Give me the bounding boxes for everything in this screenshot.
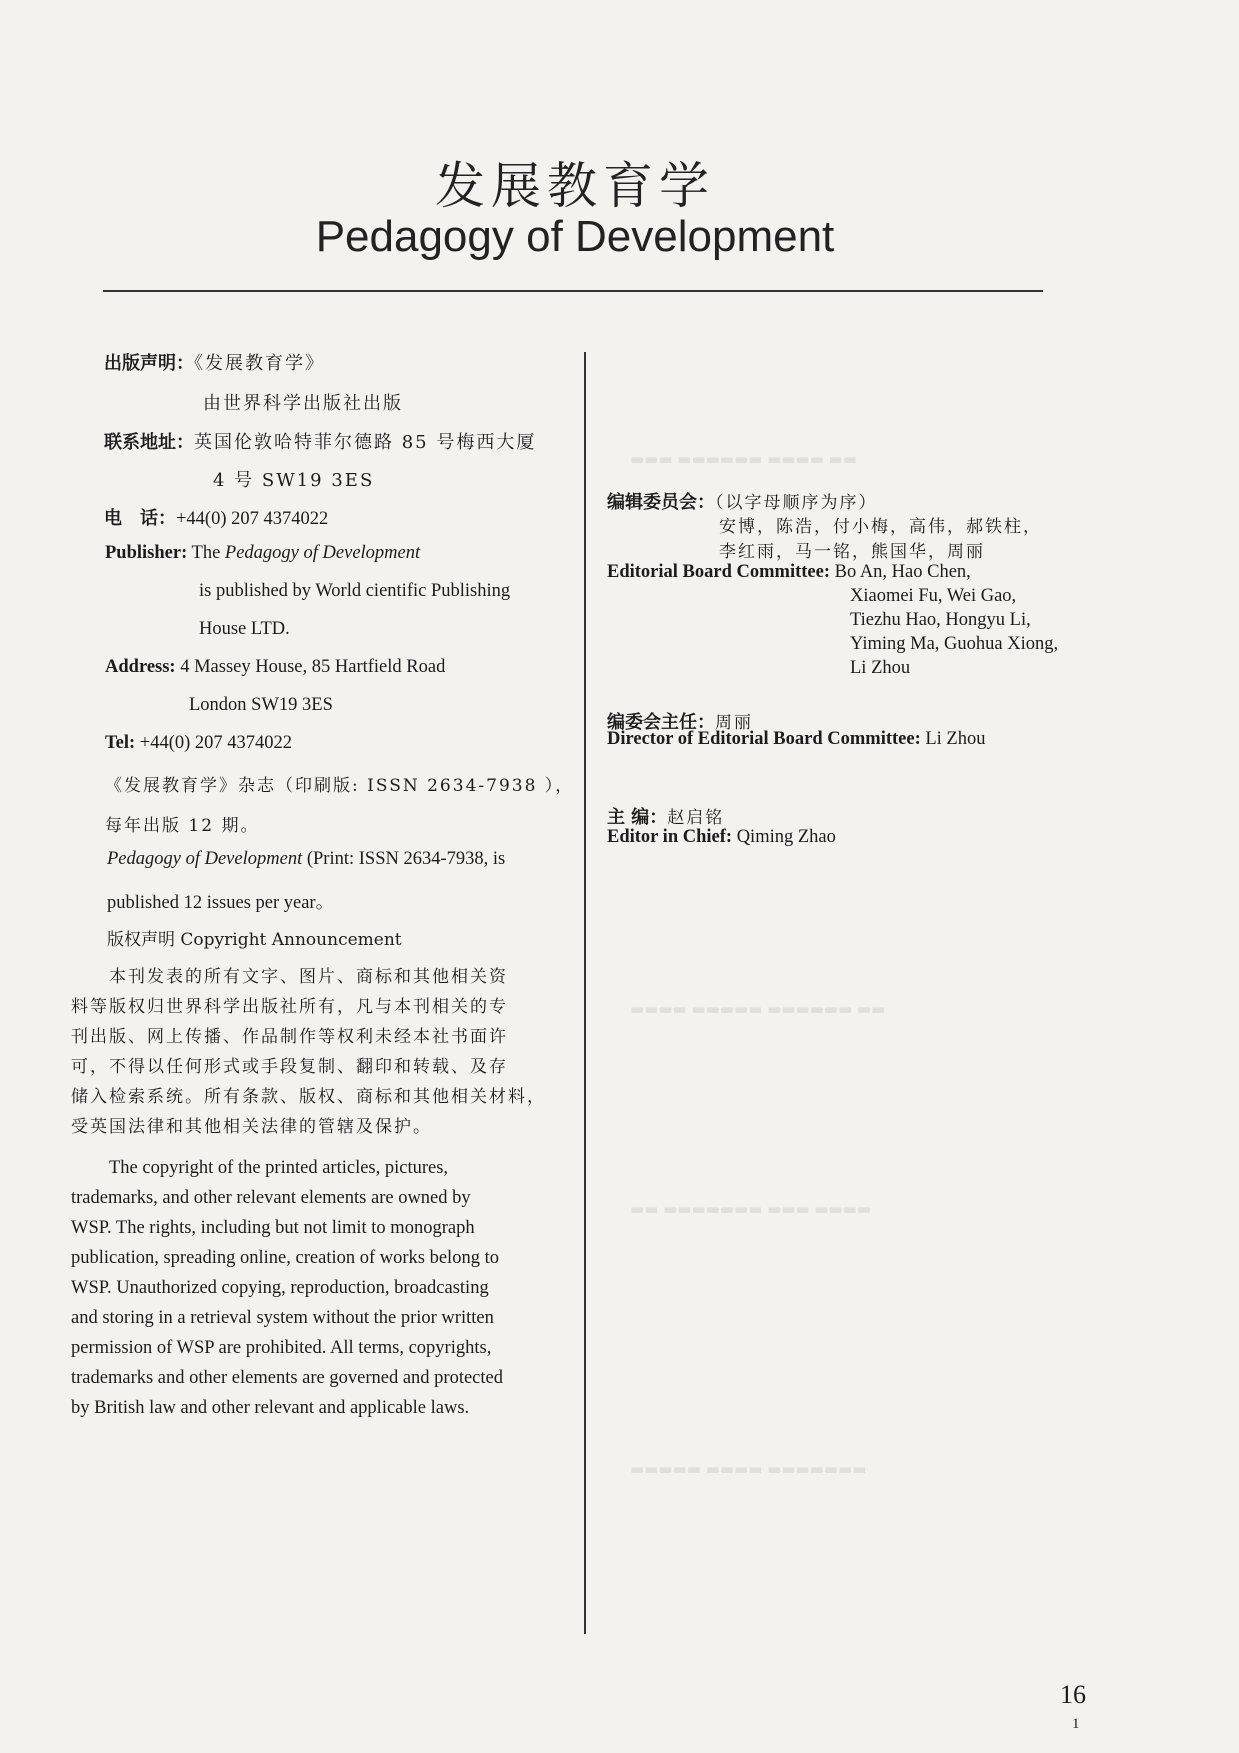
editor-in-chief-en-label: Editor in Chief: — [607, 827, 733, 847]
issn-en-line-1 — [107, 849, 505, 870]
journal-title-chinese: 发展教育学 — [435, 157, 715, 215]
publication-statement — [104, 349, 325, 375]
editorial-board-cn-names-1: 安博，陈浩，付小梅，高伟，郝铁柱， — [719, 517, 1042, 537]
editorial-board-en-names: Bo An, Hao Chen, — [830, 562, 971, 582]
editor-in-chief-label: 主 编： — [607, 807, 668, 828]
copyright-en-line: WSP. Unauthorized copying, reproduction, broadcasting — [71, 1278, 489, 1298]
director-cn-name: 周丽 — [715, 713, 753, 733]
publication-label: 出版声明： — [104, 353, 194, 374]
editor-in-chief-cn — [607, 803, 724, 829]
director-en — [607, 729, 985, 750]
copyright-en-line: The copyright of the printed articles, pictures, — [109, 1158, 449, 1178]
editor-in-chief-cn-name: 赵启铭 — [667, 808, 725, 828]
issn-en-text: (Print: ISSN 2634-7938, is — [302, 849, 506, 869]
copyright-en-line: publication, spreading online, creation of works belong to — [71, 1248, 499, 1268]
publisher-label: Publisher: — [105, 543, 188, 563]
copyright-heading: 版权声明 Copyright Announcement — [107, 930, 402, 950]
copyright-cn-line: 储入检索系统。所有条款、版权、商标和其他相关材料， — [71, 1087, 546, 1107]
journal-title-english: Pedagogy of Development — [315, 212, 835, 261]
telephone-value: +44(0) 207 4374022 — [135, 733, 293, 753]
issn-cn-line-2: 每年出版 12 期。 — [105, 816, 260, 836]
publication-cn-line-1: 《发展教育学》 — [194, 353, 325, 374]
contact-address-label: 联系地址： — [104, 432, 194, 453]
editorial-board-en-names: Tiezhu Hao, Hongyu Li, — [850, 610, 1031, 630]
issn-journal-name: Pedagogy of Development — [107, 849, 303, 869]
contact-address-line-1: 英国伦敦哈特菲尔德路 85 号梅西大厦 — [194, 432, 537, 453]
director-en-name: Li Zhou — [920, 729, 986, 749]
director-en-label: Director of Editorial Board Committee: — [607, 729, 921, 749]
publisher-line-1 — [105, 543, 420, 564]
copyright-cn-line: 可，不得以任何形式或手段复制、翻印和转载、及存 — [71, 1057, 508, 1077]
address-label: Address: — [105, 657, 176, 677]
address-value-1: 4 Massey House, 85 Hartfield Road — [175, 657, 446, 677]
page-sub-number: 1 — [1072, 1716, 1080, 1732]
copyright-cn-line: 料等版权归世界科学出版社所有，凡与本刊相关的专 — [71, 997, 508, 1017]
copyright-en-line: by British law and other relevant and applicable laws. — [71, 1398, 470, 1418]
publisher-line-2: is published by World cientific Publishing — [199, 581, 511, 601]
copyright-en-line: trademarks and other elements are governed and protected — [71, 1368, 503, 1388]
editorial-board-en-label: Editorial Board Committee: — [607, 562, 830, 582]
telephone-cn-value: +44(0) 207 4374022 — [176, 509, 329, 529]
copyright-cn-line: 受英国法律和其他相关法律的管辖及保护。 — [71, 1117, 432, 1137]
editorial-board-label: 编辑委员会： — [607, 492, 715, 513]
header-divider — [103, 290, 1043, 292]
issn-cn-line-1: 《发展教育学》杂志（印刷版: ISSN 2634-7938 ）， — [105, 776, 575, 796]
telephone-cn-label: 电 话： — [104, 508, 176, 529]
contact-address — [104, 428, 536, 454]
copyright-en-line: trademarks, and other relevant elements are owned by — [71, 1188, 471, 1208]
column-divider — [584, 352, 586, 1634]
editor-in-chief-en-name: Qiming Zhao — [732, 827, 836, 847]
address-line-2: London SW19 3ES — [189, 695, 333, 715]
issn-en-line-2: published 12 issues per year。 — [107, 893, 335, 913]
editorial-board-en-names: Li Zhou — [850, 658, 911, 678]
editorial-board-cn — [607, 488, 878, 514]
editorial-board-en-line-1 — [607, 562, 971, 583]
director-label: 编委会主任： — [607, 712, 715, 733]
publisher-the: The — [187, 543, 225, 563]
publication-cn-line-2: 由世界科学出版社出版 — [203, 393, 403, 414]
copyright-en-line: permission of WSP are prohibited. All terms, copyrights, — [71, 1338, 492, 1358]
editorial-board-en-names: Yiming Ma, Guohua Xiong, — [850, 634, 1059, 654]
address-line-1 — [105, 657, 445, 678]
copyright-en-line: and storing in a retrieval system without the prior written — [71, 1308, 494, 1328]
copyright-cn-line: 本刊发表的所有文字、图片、商标和其他相关资 — [109, 967, 508, 987]
page-number: 16 — [1060, 1680, 1086, 1709]
copyright-cn-line: 刊出版、网上传播、作品制作等权利未经本社书面许 — [71, 1027, 508, 1047]
telephone-cn — [104, 504, 328, 530]
editorial-board-note: （以字母顺序为序） — [715, 493, 878, 513]
editorial-board-en-names: Xiaomei Fu, Wei Gao, — [850, 586, 1017, 606]
publisher-journal-name: Pedagogy of Development — [224, 543, 421, 563]
telephone-en — [105, 733, 292, 754]
journal-page: 发展教育学 Pedagogy of Development ▬▬▬ ▬▬▬▬▬▬ ▬▬▬▬ ▬▬ ▬▬▬▬ ▬▬▬▬▬ ▬▬▬▬▬▬ ▬▬ ▬▬ ▬▬▬▬▬▬▬ ▬▬▬ ▬▬▬▬ ▬▬▬▬▬ ▬▬▬▬ ▬▬▬▬▬▬▬ 出版声明：《发展教育学》 由世界科学出版社出版 联系地址：英国伦敦哈特菲尔德路 85 号梅西大厦 4 号 SW19 3ES 电 话：+44(0) 207 4374022 Publisher: The Pedagogy of Development is published by World cientific Publishing House LTD. Address: 4 Massey House, 85 Hartfield Road London SW19 3ES Tel: +44(0) 207 4374022 《发展教育学》杂志（印刷版: ISSN 2634-7938 ）， 每年出版 12 期。 Pedagogy of Development (Print: ISSN 2634-7938, is published 12 issues per year。 版权声明 Copyright Announcement 本刊发表的所有文字、图片、商标和其他相关资 料等版权归世界科学出版社所有，凡与本刊相关的专 刊出版、网上传播、作品制作等权利未经本社书面许 可，不得以任何形式或手段复制、翻印和转载、及存 储入检索系统。所有条款、版权、商标和其他相关材料， 受英国法律和其他相关法律的管辖及保护。 The copyright of the printed articles, pictures, trademarks, and other relevant elements are owned by WSP. The rights, including but not limit to monograph publication, spreading online, creation of works belong to WSP. Unauthorized copying, reproduction, broadcasting and storing in a retrieval system without the prior written permission of WSP are prohibited. All terms, copyrights, trademarks and other elements are governed and protected by British law and other relevant and applicable laws. 编辑委员会：（以字母顺序为序） 安博，陈浩，付小梅，高伟，郝铁柱， 李红雨，马一铭，熊国华，周丽 Editorial Board Committee: Bo An, Hao Chen, Xiaomei Fu, Wei Gao, Tiezhu Hao, Hongyu Li, Yiming Ma, Guohua Xiong, Li Zhou 编委会主任：周丽 Director of Editorial Board Committee: Li Zhou 主 编：赵启铭 Editor in Chief: Qiming Zhao 16 1 — [0, 0, 1239, 1753]
editorial-board-cn-names-2: 李红雨，马一铭，熊国华，周丽 — [719, 542, 985, 562]
publisher-line-3: House LTD. — [199, 619, 290, 639]
contact-address-line-2: 4 号 SW19 3ES — [213, 470, 375, 491]
editor-in-chief-en — [607, 827, 836, 848]
telephone-label: Tel: — [105, 733, 136, 753]
copyright-en-line: WSP. The rights, including but not limit to monograph — [71, 1218, 475, 1238]
